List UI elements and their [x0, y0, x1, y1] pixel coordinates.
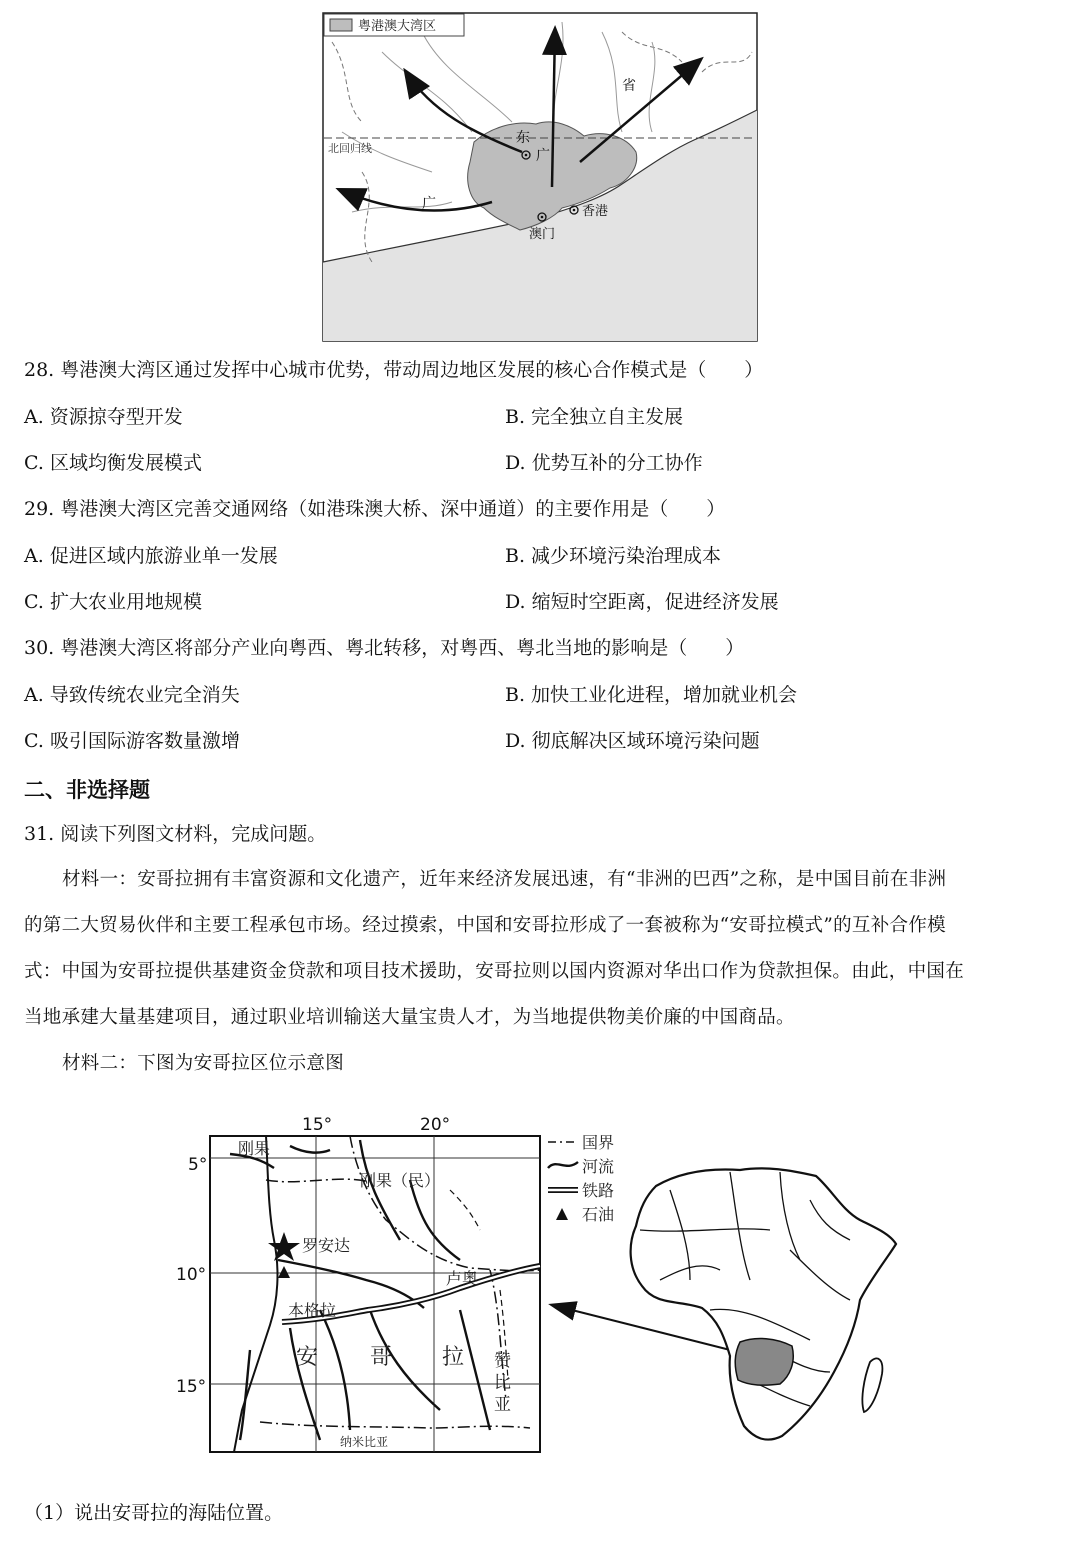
q28-option-c: C. 区域均衡发展模式: [24, 452, 202, 474]
q30-option-c: C. 吸引国际游客数量激增: [24, 730, 240, 752]
section-title: 二、非选择题: [24, 778, 150, 802]
material2-caption: 材料二：下图为安哥拉区位示意图: [62, 1053, 345, 1074]
legend-river: 河流: [582, 1157, 615, 1176]
lat-10-label: 10°: [176, 1265, 207, 1285]
label-an: 安: [296, 1345, 319, 1370]
label-guang: 广: [536, 148, 550, 164]
label-dong: 东: [516, 130, 530, 146]
madagascar: [862, 1358, 882, 1412]
gba-map-svg: [322, 12, 758, 342]
label-ge: 哥: [370, 1345, 393, 1370]
q28-stem: 28. 粤港澳大湾区通过发挥中心城市优势，带动周边地区发展的核心合作模式是（ ）: [24, 359, 764, 381]
q30-option-a: A. 导致传统农业完全消失: [24, 684, 240, 706]
q31-stem: 31. 阅读下列图文材料，完成问题。: [24, 823, 327, 845]
material1-line-4: 当地承建大量基建项目，通过职业培训输送大量宝贵人才，为当地提供物美价廉的中国商品。: [24, 1007, 795, 1028]
label-macau: 澳门: [529, 227, 556, 242]
q29-option-b: B. 减少环境污染治理成本: [505, 545, 722, 567]
sub-question-1: （1）说出安哥拉的海陆位置。: [24, 1502, 284, 1524]
label-hongkong: 香港: [582, 204, 609, 219]
legend-rail: 铁路: [582, 1181, 615, 1200]
lat-15-label: 15°: [176, 1377, 207, 1397]
q29-option-c: C. 扩大农业用地规模: [24, 591, 202, 613]
material1-line-1: 材料一：安哥拉拥有丰富资源和文化遗产，近年来经济发展迅速，有“非洲的巴西”之称，是中国目前在非洲: [62, 869, 947, 890]
lat-5-label: 5°: [188, 1155, 208, 1175]
legend-border: 国界: [582, 1133, 615, 1152]
label-congo: 刚果: [238, 1139, 271, 1158]
q28-option-d: D. 优势互补的分工协作: [505, 452, 703, 474]
label-guang-west: 广: [422, 196, 436, 212]
label-zambia-2: 比: [494, 1373, 511, 1393]
label-namibia: 纳米比亚: [340, 1435, 389, 1449]
gba-map: [322, 12, 758, 342]
label-drc: 刚果（民）: [360, 1171, 441, 1190]
q30-stem: 30. 粤港澳大湾区将部分产业向粤西、粤北转移，对粤西、粤北当地的影响是（ ）: [24, 637, 745, 659]
legend-oil-icon: [556, 1208, 568, 1220]
label-zambia-1: 赞: [494, 1351, 511, 1371]
label-luanda: 罗安达: [302, 1236, 351, 1255]
material1-line-3: 式：中国为安哥拉提供基建资金贷款和项目技术援助，安哥拉则以国内资源对华出口作为贷款担保。由此，中国在: [24, 961, 965, 982]
label-luau: 卢奥: [446, 1269, 479, 1288]
q30-option-d: D. 彻底解决区域环境污染问题: [505, 730, 760, 752]
legend-oil: 石油: [582, 1205, 615, 1224]
angola-highlight: [735, 1339, 793, 1386]
label-zambia-3: 亚: [494, 1395, 511, 1415]
lon-15-label: 15°: [302, 1115, 333, 1135]
q28-option-a: A. 资源掠夺型开发: [24, 406, 183, 428]
tropic-label: 北回归线: [328, 142, 372, 155]
q29-option-a: A. 促进区域内旅游业单一发展: [24, 545, 278, 567]
label-sheng: 省: [622, 78, 636, 94]
gba-legend-label: 粤港澳大湾区: [358, 19, 437, 34]
q29-stem: 29. 粤港澳大湾区完善交通网络（如港珠澳大桥、深中通道）的主要作用是（ ）: [24, 498, 726, 520]
q30-option-b: B. 加快工业化进程，增加就业机会: [505, 684, 798, 706]
angola-map-svg: [170, 1110, 900, 1460]
angola-map: [170, 1110, 900, 1460]
legend-swatch: [330, 19, 352, 31]
label-benguela: 本格拉: [288, 1301, 337, 1320]
label-la: 拉: [442, 1345, 465, 1370]
q28-option-b: B. 完全独立自主发展: [505, 406, 684, 428]
lon-20-label: 20°: [420, 1115, 451, 1135]
africa-inset: [631, 1168, 896, 1439]
material1-line-2: 的第二大贸易伙伴和主要工程承包市场。经过摸索，中国和安哥拉形成了一套被称为“安哥拉模式”的互补合作模: [24, 915, 946, 936]
q29-option-d: D. 缩短时空距离，促进经济发展: [505, 591, 779, 613]
